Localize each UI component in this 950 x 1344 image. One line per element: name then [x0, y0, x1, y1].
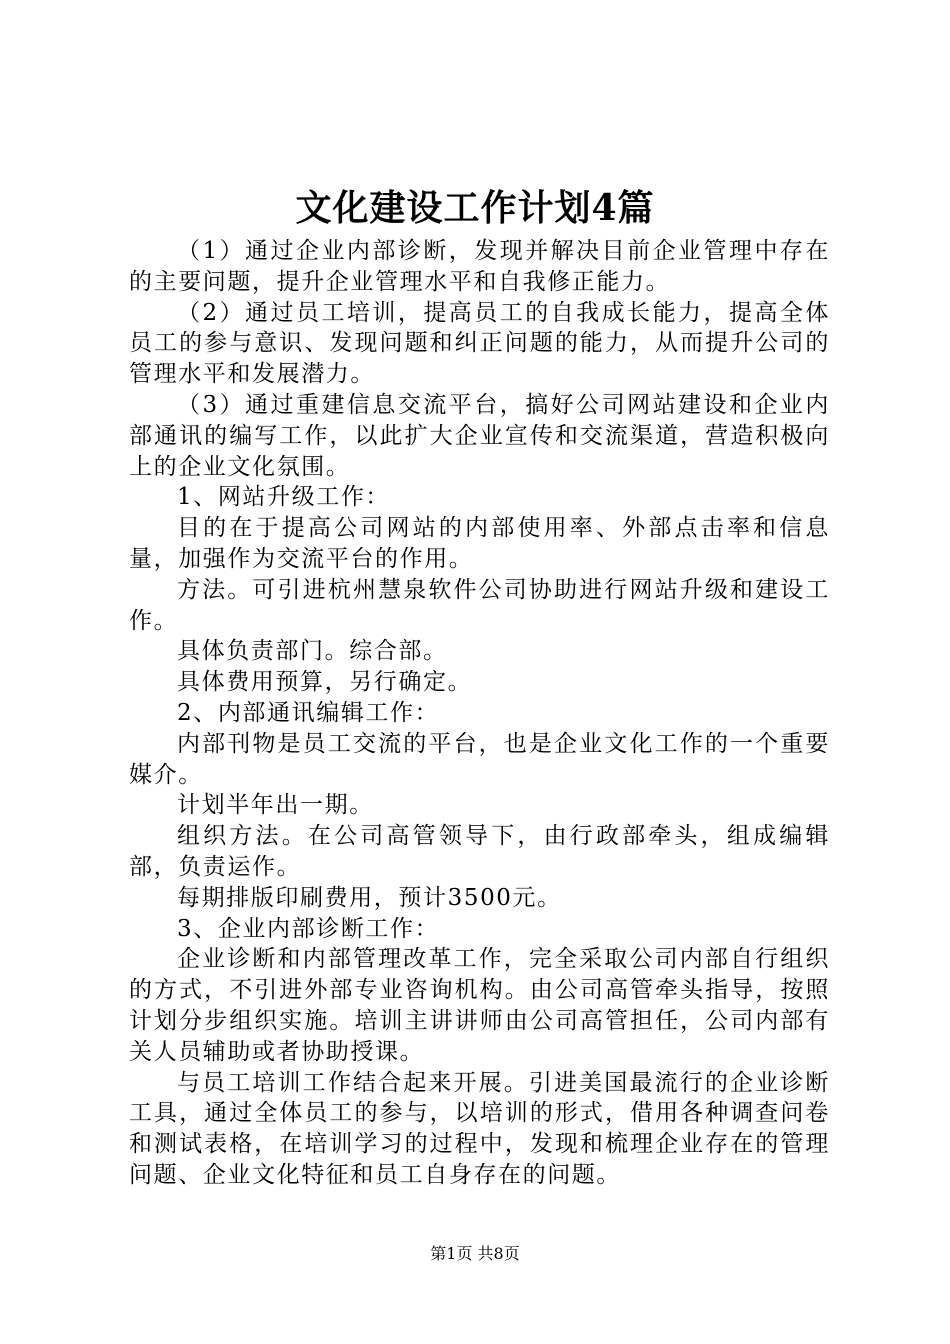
paragraph-website-method: 方法。可引进杭州慧泉软件公司协助进行网站升级和建设工作。 [129, 576, 830, 634]
paragraph-website-department: 具体负责部门。综合部。 [177, 638, 448, 665]
section-heading-newsletter: 2、内部通讯编辑工作： [177, 699, 440, 726]
document-body [129, 236, 830, 1191]
paragraph-website-purpose: 目的在于提高公司网站的内部使用率、外部点击率和信息量，加强作为交流平台的作用。 [129, 515, 830, 572]
paragraph-newsletter-method: 组织方法。在公司高管领导下，由行政部牵头，组成编辑部，负责运作。 [129, 823, 830, 880]
paragraph-goal-3: （3）通过重建信息交流平台，搞好公司网站建设和企业内部通讯的编写工作，以此扩大企业宣传和交流渠道，营造积极向上的企业文化氛围。 [129, 391, 830, 480]
paragraph-diagnosis-approach: 企业诊断和内部管理改革工作，完全采取公司内部自行组织的方式，不引进外部专业咨询机构。由公司高管牵头指导，按照计划分步组织实施。培训主讲讲师由公司高管担任，公司内部有关人员辅助或者协助授课。 [129, 946, 830, 1065]
paragraph-diagnosis-training: 与员工培训工作结合起来开展。引进美国最流行的企业诊断工具，通过全体员工的参与，以培训的形式，借用各种调查问卷和测试表格，在培训学习的过程中，发现和梳理企业存在的管理问题、企业文化特征和员工自身存在的问题。 [129, 1069, 830, 1188]
paragraph-website-budget: 具体费用预算，另行确定。 [177, 669, 473, 696]
paragraph-newsletter-purpose: 内部刊物是员工交流的平台，也是企业文化工作的一个重要媒介。 [129, 730, 830, 788]
paragraph-goal-2: （2）通过员工培训，提高员工的自我成长能力，提高全体员工的参与意识、发现问题和纠正问题的能力，从而提升公司的管理水平和发展潜力。 [129, 299, 830, 388]
page-number-footer: 第1页 共8页 [430, 1244, 520, 1263]
paragraph-newsletter-schedule: 计划半年出一期。 [177, 792, 374, 819]
paragraph-newsletter-cost: 每期排版印刷费用，预计3500元。 [177, 884, 562, 911]
section-heading-website: 1、网站升级工作： [177, 484, 391, 511]
paragraph-goal-1: （1）通过企业内部诊断，发现并解决目前企业管理中存在的主要问题，提升企业管理水平和自我修正能力。 [129, 238, 830, 295]
document-title: 文化建设工作计划4篇 [295, 187, 655, 229]
section-heading-diagnosis: 3、企业内部诊断工作： [177, 915, 440, 942]
